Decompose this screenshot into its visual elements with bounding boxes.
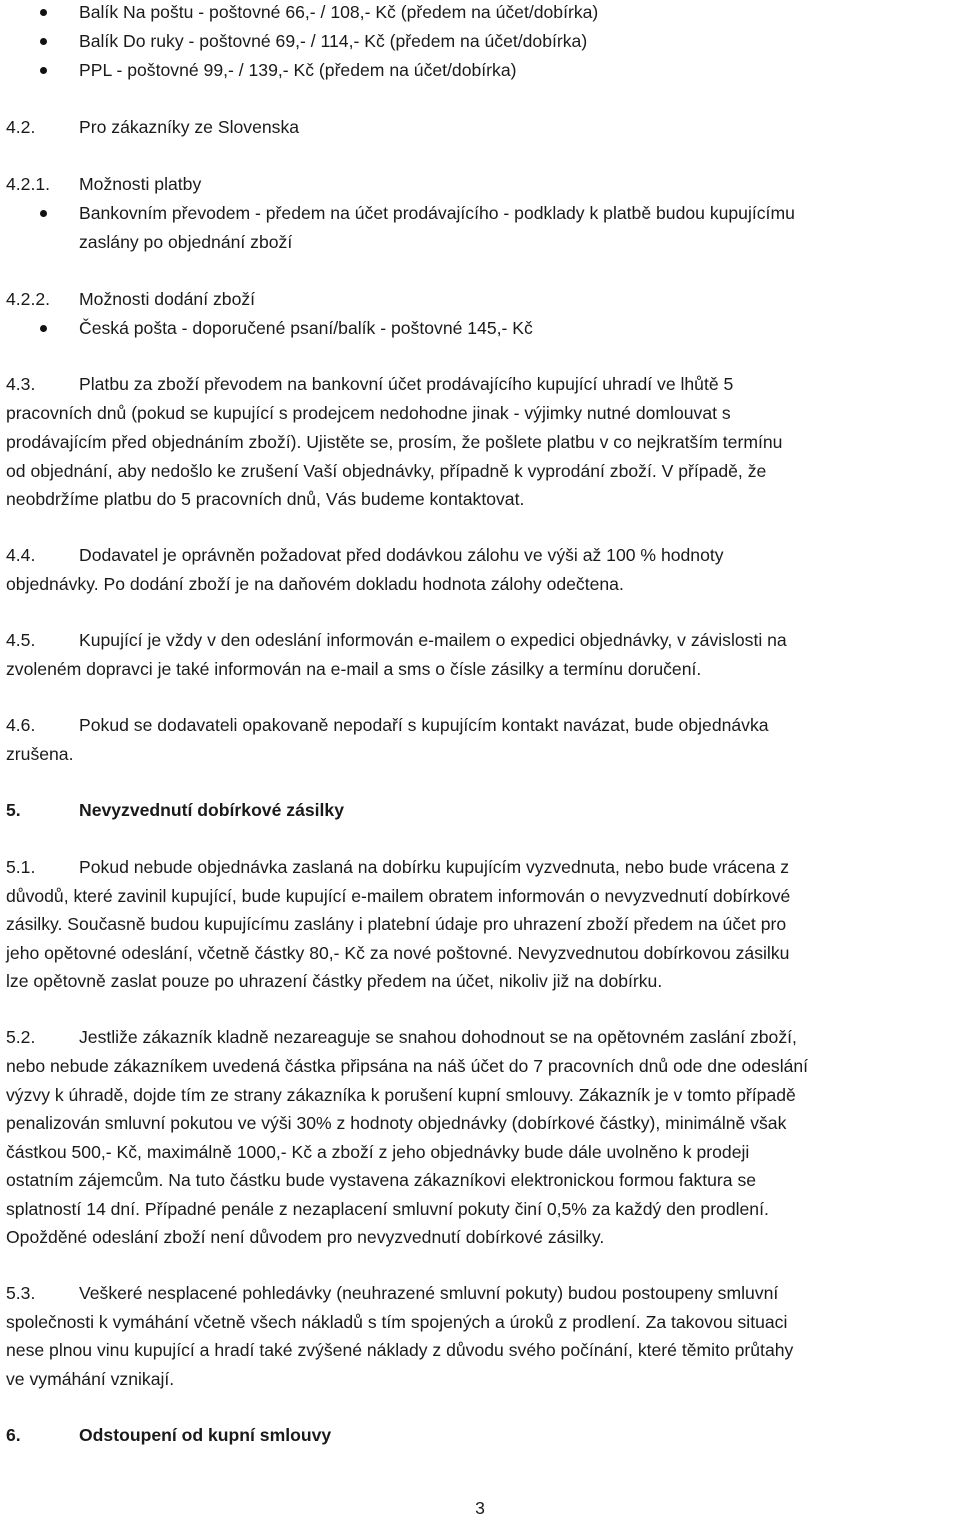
bullet-icon [40, 67, 47, 74]
bullet-icon [40, 325, 47, 332]
bullet-icon [40, 9, 47, 16]
bullet-icon [40, 38, 47, 45]
document-page: Balík Na poštu - poštovné 66,- / 108,- Kč (předem na účet/dobírka) Balík Do ruky - poštovné 69,- / 114,- Kč (předem na účet/dobírka) PPL - poštovné 99,- / 139,- Kč (předem na účet/dobírka) 4.2. Pro zákazníky ze Slovenska 4.2.1. Možnosti platby Bankovním převodem - předem na účet prodávajícího - podklady k platbě budou kupujícímu zaslány po objednání zboží 4.2.2. Možnosti dodání zboží Česká pošta - doporučené psaní/balík - poštovné 145,- Kč 4.3. Platbu za zboží převodem na bankovní účet prodávajícího kupující uhradí ve lhůtě 5 pracovních dnů (pokud se kupující s prodejcem nedohodne jinak - výjimky nutné domlouvat s prodávajícím před objednáním zboží). Ujistěte se, prosím, že pošlete platbu v co nejkratším termínu od objednání, aby nedošlo ke zrušení Vaší objednávky, případně k vyprodání zboží. V případě, že neobdržíme platbu do 5 pracovních dnů, Vás budeme kontaktovat. 4.4. Dodavatel je oprávněn požadovat před dodávkou zálohu ve výši až 100 % hodnoty objednávky. Po dodání zboží je na daňovém dokladu hodnota zálohy odečtena. 4.5. Kupující je vždy v den odeslání informován e-mailem o expedici objednávky, v závislosti na zvoleném dopravci je také informován na e-mail a sms o čísle zásilky a termínu doručení. 4.6. Pokud se dodavateli opakovaně nepodaří s kupujícím kontakt navázat, bude objednávka zrušena. 5. Nevyzvednutí dobírkové zásilky 5.1. Pokud nebude objednávka zaslaná na dobírku kupujícím vyzvednuta, nebo bude vrácena z důvodů, které zavinil kupující, bude kupující e-mailem obratem informován o nevyzvednutí dobírkové zásilky. Současně budou kupujícímu zaslány i platební údaje pro uhrazení zboží předem na účet pro jeho opětovné odeslání, včetně částky 80,- Kč za nové poštovné. Nevyzvednutou dobírkovou zásilku lze opětovně zaslat pouze po uhrazení částky předem na účet, nikoliv již na dobírku. 5.2. Jestliže zákazník kladně nezareaguje se snahou dohodnout se na opětovném zaslání zboží, nebo nebude zákazníkem uvedená částka připsána na náš účet do 7 pracovních dnů ode dne odeslání výzvy k úhradě, dojde tím ze strany zákazníka k porušení kupní smlouvy. Zákazník je v tomto případě penalizován smluvní pokutou ve výši 30% z hodnoty objednávky (dobírkové částky), minimálně však částkou 500,- Kč, maximálně 1000,- Kč a zboží z jeho objednávky bude dále uvolněno k prodeji ostatním zájemcům. Na tuto částku bude vystavena zákazníkovi elektronickou formou faktura se splatností 14 dní. Případné penále z nezaplacení smluvní pokuty činí 0,5% za každý den prodlení. Opožděné odeslání zboží není důvodem pro nevyzvednutí dobírkové zásilky. 5.3. Veškeré nesplacené pohledávky (neuhrazené smluvní pokuty) budou postoupeny smluvní společnosti k vymáhání včetně všech nákladů s tím spojených a úroků z prodlení. Za takovou situaci nese plnou vinu kupující a hradí také zvýšené náklady z důvodu svého počínání, které těmito průtahy ve vymáhání vznikají. 6. Odstoupení od kupní smlouvy 3 [0, 0, 960, 1515]
bullet-icon [40, 210, 47, 217]
page-number: 3 [475, 1498, 485, 1518]
